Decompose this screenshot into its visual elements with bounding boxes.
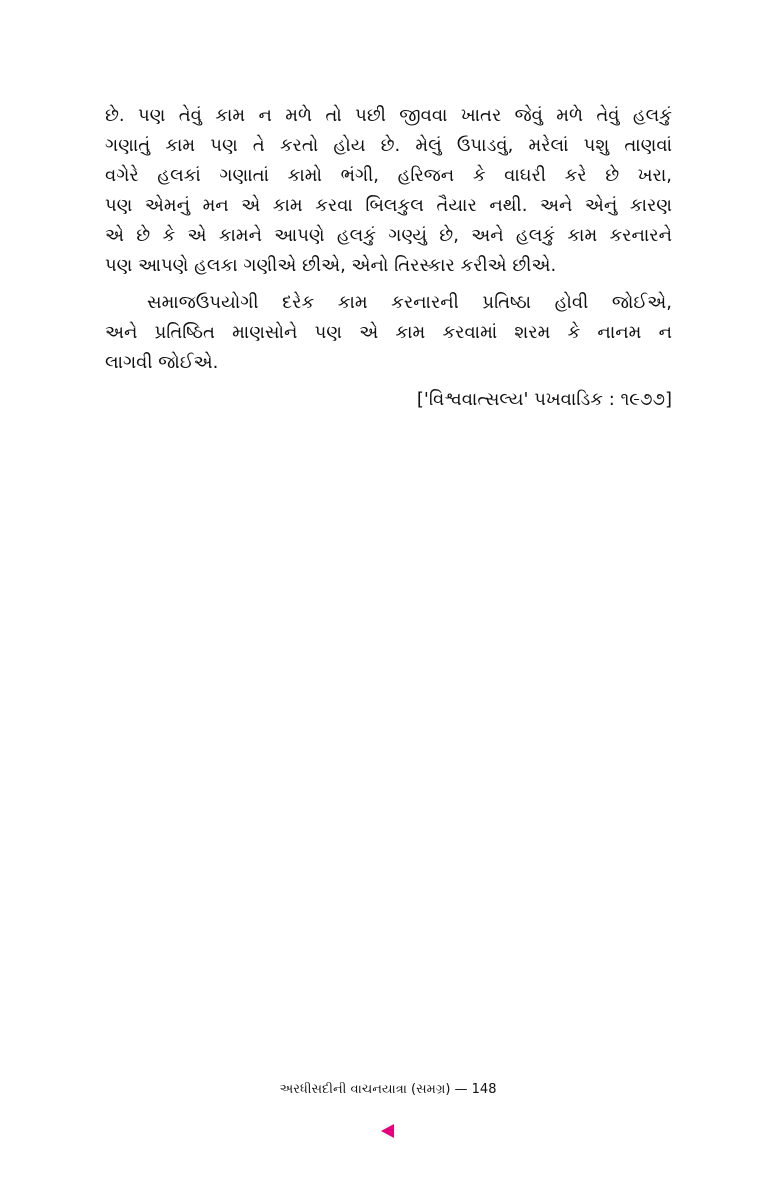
text-line: સમાજઉપયોગી દરેક કામ કરનારની પ્રતિષ્ઠા હોવી જોઈએ, — [147, 292, 672, 313]
text-line: છે. પણ તેવું કામ ન મળે તો પછી જીવવા ખાતર જેવું મળે તેવું હલકું — [105, 105, 672, 126]
text-line: પણ આપણે હલકા ગણીએ છીએ, એનો તિરસ્કાર કરીએ છીએ. — [105, 255, 557, 276]
text-line: એ છે કે એ કામને આપણે હલકું ગણ્યું છે, અને હલકું કામ કરનારને — [105, 225, 672, 246]
paragraph-gap — [105, 281, 672, 288]
previous-page-arrow-icon[interactable] — [381, 1124, 394, 1138]
text-line: ગણાતું કામ પણ તે કરતો હોય છે. મેલું ઉપાડવું, મરેલાં પશુ તાણવાં — [105, 135, 672, 156]
text-line: પણ એમનું મન એ કામ કરવા બિલકુલ તૈયાર નથી. અને એનું કારણ — [105, 195, 672, 216]
paragraph-1 — [105, 101, 672, 281]
text-line: લાગવી જોઈએ. — [105, 352, 219, 373]
text-line: અને પ્રતિષ્ઠિત માણસોને પણ એ કામ કરવામાં શરમ કે નાનમ ન — [105, 322, 672, 343]
text-line: વગેરે હલકાં ગણાતાં કામો ભંગી, હરિજન કે વાઘરી કરે છે ખરા, — [105, 165, 672, 186]
paragraph-2 — [105, 288, 672, 378]
page-footer: અરધીસદીની વાચનયાત્રા (સમગ્ર) — 148 — [279, 1082, 497, 1097]
source-citation: ['વિશ્વવાત્સલ્ય' પખવાડિક : ૧૯૭૭] — [416, 389, 672, 410]
page-body — [105, 101, 672, 415]
